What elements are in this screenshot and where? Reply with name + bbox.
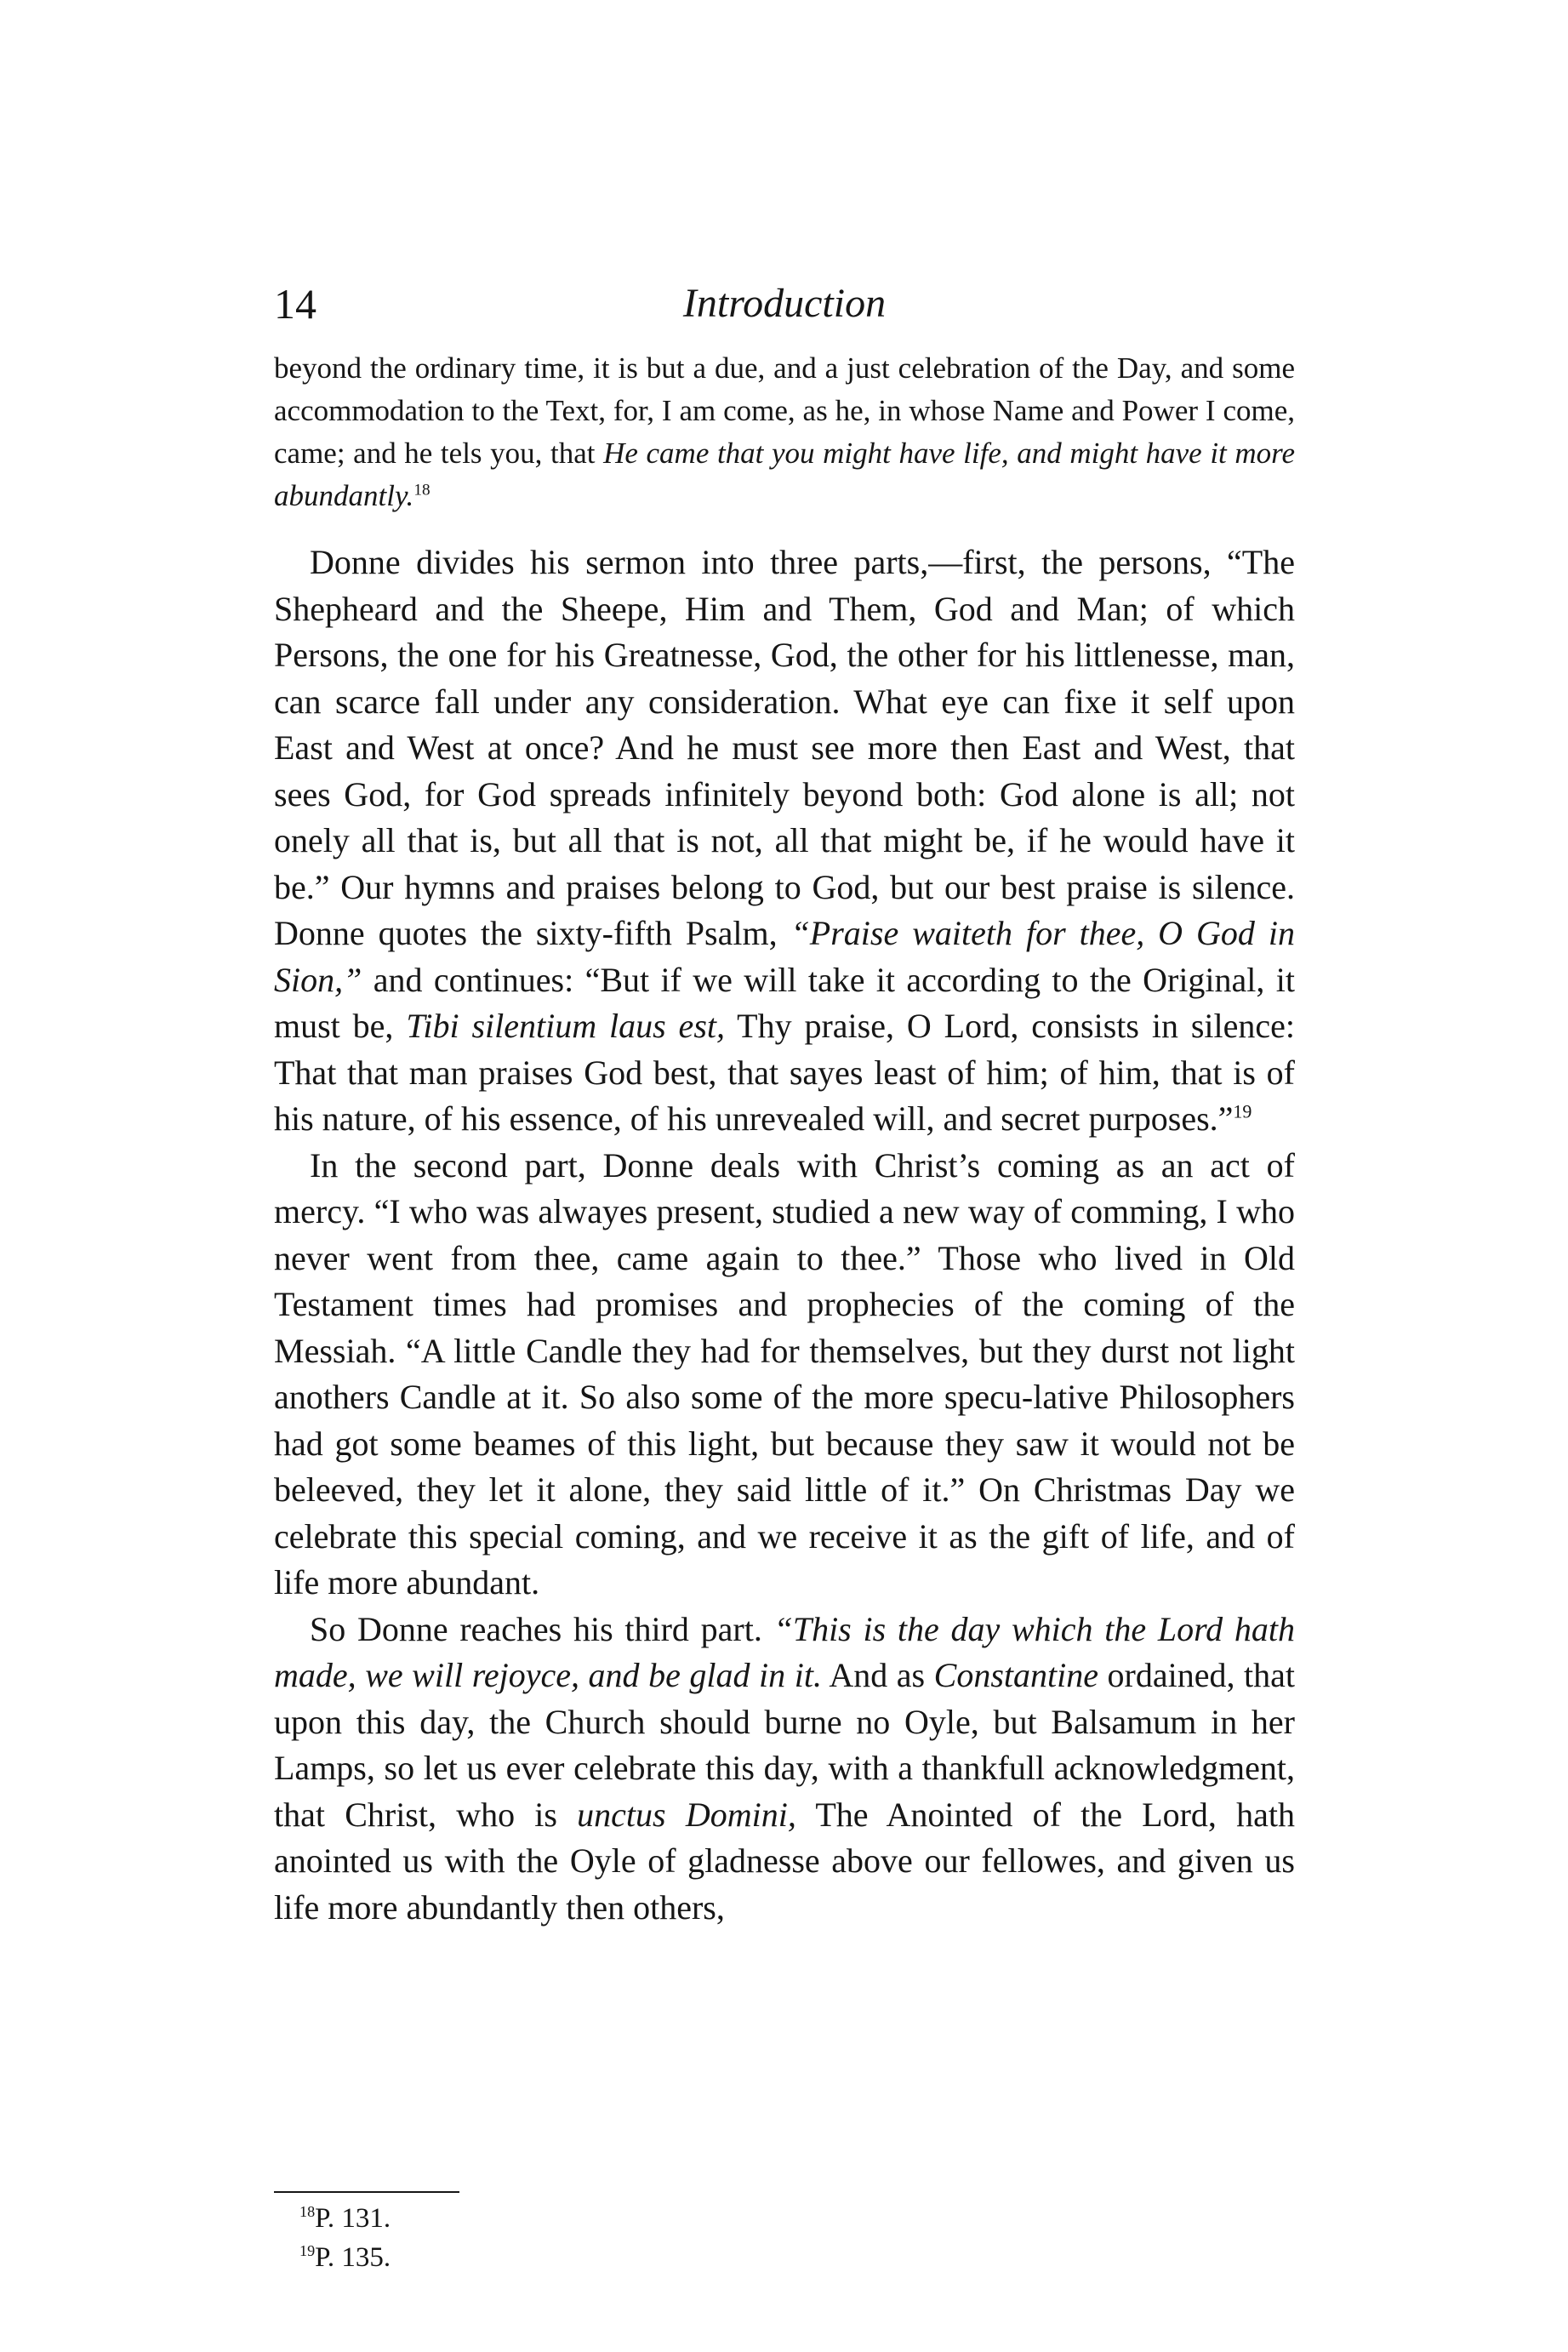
footnote-ref-19: 19 — [1233, 1100, 1252, 1122]
italic-text: unctus Domini, — [577, 1795, 796, 1834]
footnotes — [299, 2199, 391, 2277]
page-number: 14 — [274, 280, 316, 328]
italic-text: “Praise waiteth for thee, O God in Sion,” — [274, 914, 1296, 999]
footnote-text: P. 135. — [315, 2242, 391, 2273]
paragraph-text: And as — [821, 1656, 934, 1694]
paragraph-text: Donne divides his sermon into three parts,—first, the persons, “The Shepheard and the Sheepe, Him and Them, God and Man; of which Persons, the one for his Greatnesse, God, the other for his littlenesse, man, can scarce fall under any consideration. What eye can fixe it self upon East and West at once? And he must see more then East and West, that sees God, for God spreads infinitely beyond both: God alone is all; not onely all that is, but all that is not, all that might be, if he would have it be.” Our hymns and praises belong to God, but our best praise is silence. Donne quotes the sixty-fifth Psalm, — [274, 543, 1295, 952]
paragraph-text: ordained, that upon this day, the Church should burne no Oyle, but Balsamum in her Lamps, so let us ever celebrate this day, with a thankfull acknowledgment, that Christ, who is — [274, 1656, 1296, 1834]
running-header — [274, 274, 1295, 334]
block-quote — [274, 347, 1295, 517]
paragraph-text: So Donne reaches his third part. — [310, 1609, 774, 1648]
footnote-divider — [274, 2191, 459, 2193]
footnote-19 — [299, 2238, 391, 2277]
italic-text: Constantine — [933, 1656, 1098, 1694]
paragraph-1 — [274, 539, 1295, 1143]
footnote-18 — [299, 2199, 391, 2238]
footnote-ref-18: 18 — [413, 481, 430, 500]
footnote-number: 19 — [299, 2242, 316, 2259]
quote-text: beyond the ordinary time, it is but a due, and a just celebration of the Day, and some accommodation to the Text, for, I am come, as he, in whose Name and Power I come, came; and he tels you, that — [274, 351, 1295, 470]
paragraph-2: In the second part, Donne deals with Christ’s coming as an act of mercy. “I who was alwayes present, studied a new way of comming, I who never went from thee, came again to thee.” Those who lived in Old Testament times had promises and prophecies of the coming of the Messiah. “A little Candle they had for themselves, but they durst not light anothers Candle at it. So also some of the more specu-lative Philosophers had got some beames of this light, but because they saw it would not be beleeved, they let it alone, they said little of it.” On Christmas Day we celebrate this special coming, and we receive it as the gift of life, and of life more abundant. — [274, 1145, 1295, 1601]
quote-italic: He came that you might have life, and might have it more abundantly. — [274, 437, 1295, 512]
paragraph-text: and continues: “But if we will take it according to the Original, it must be, — [274, 960, 1295, 1045]
italic-text: “This is the day which the Lord hath made, we will rejoyce, and be glad in it. — [274, 1609, 1296, 1694]
body-text — [274, 347, 1295, 1931]
italic-text: Tibi silentium laus est, — [406, 1007, 725, 1045]
paragraph-text: Thy praise, O Lord, consists in silence: That that man praises God best, that sayes least of him; of him, that is of his nature, of his essence, of his unrevealed will, and secret purposes.” — [274, 1007, 1295, 1138]
paragraph-text: The Anointed of the Lord, hath anointed us with the Oyle of gladnesse above our fellowes, and given us life more abundantly then others, — [274, 1795, 1296, 1927]
running-title: Introduction — [682, 281, 887, 326]
footnote-number: 18 — [299, 2203, 316, 2220]
paragraph-3 — [274, 1607, 1295, 1932]
footnote-text: P. 131. — [315, 2203, 391, 2234]
